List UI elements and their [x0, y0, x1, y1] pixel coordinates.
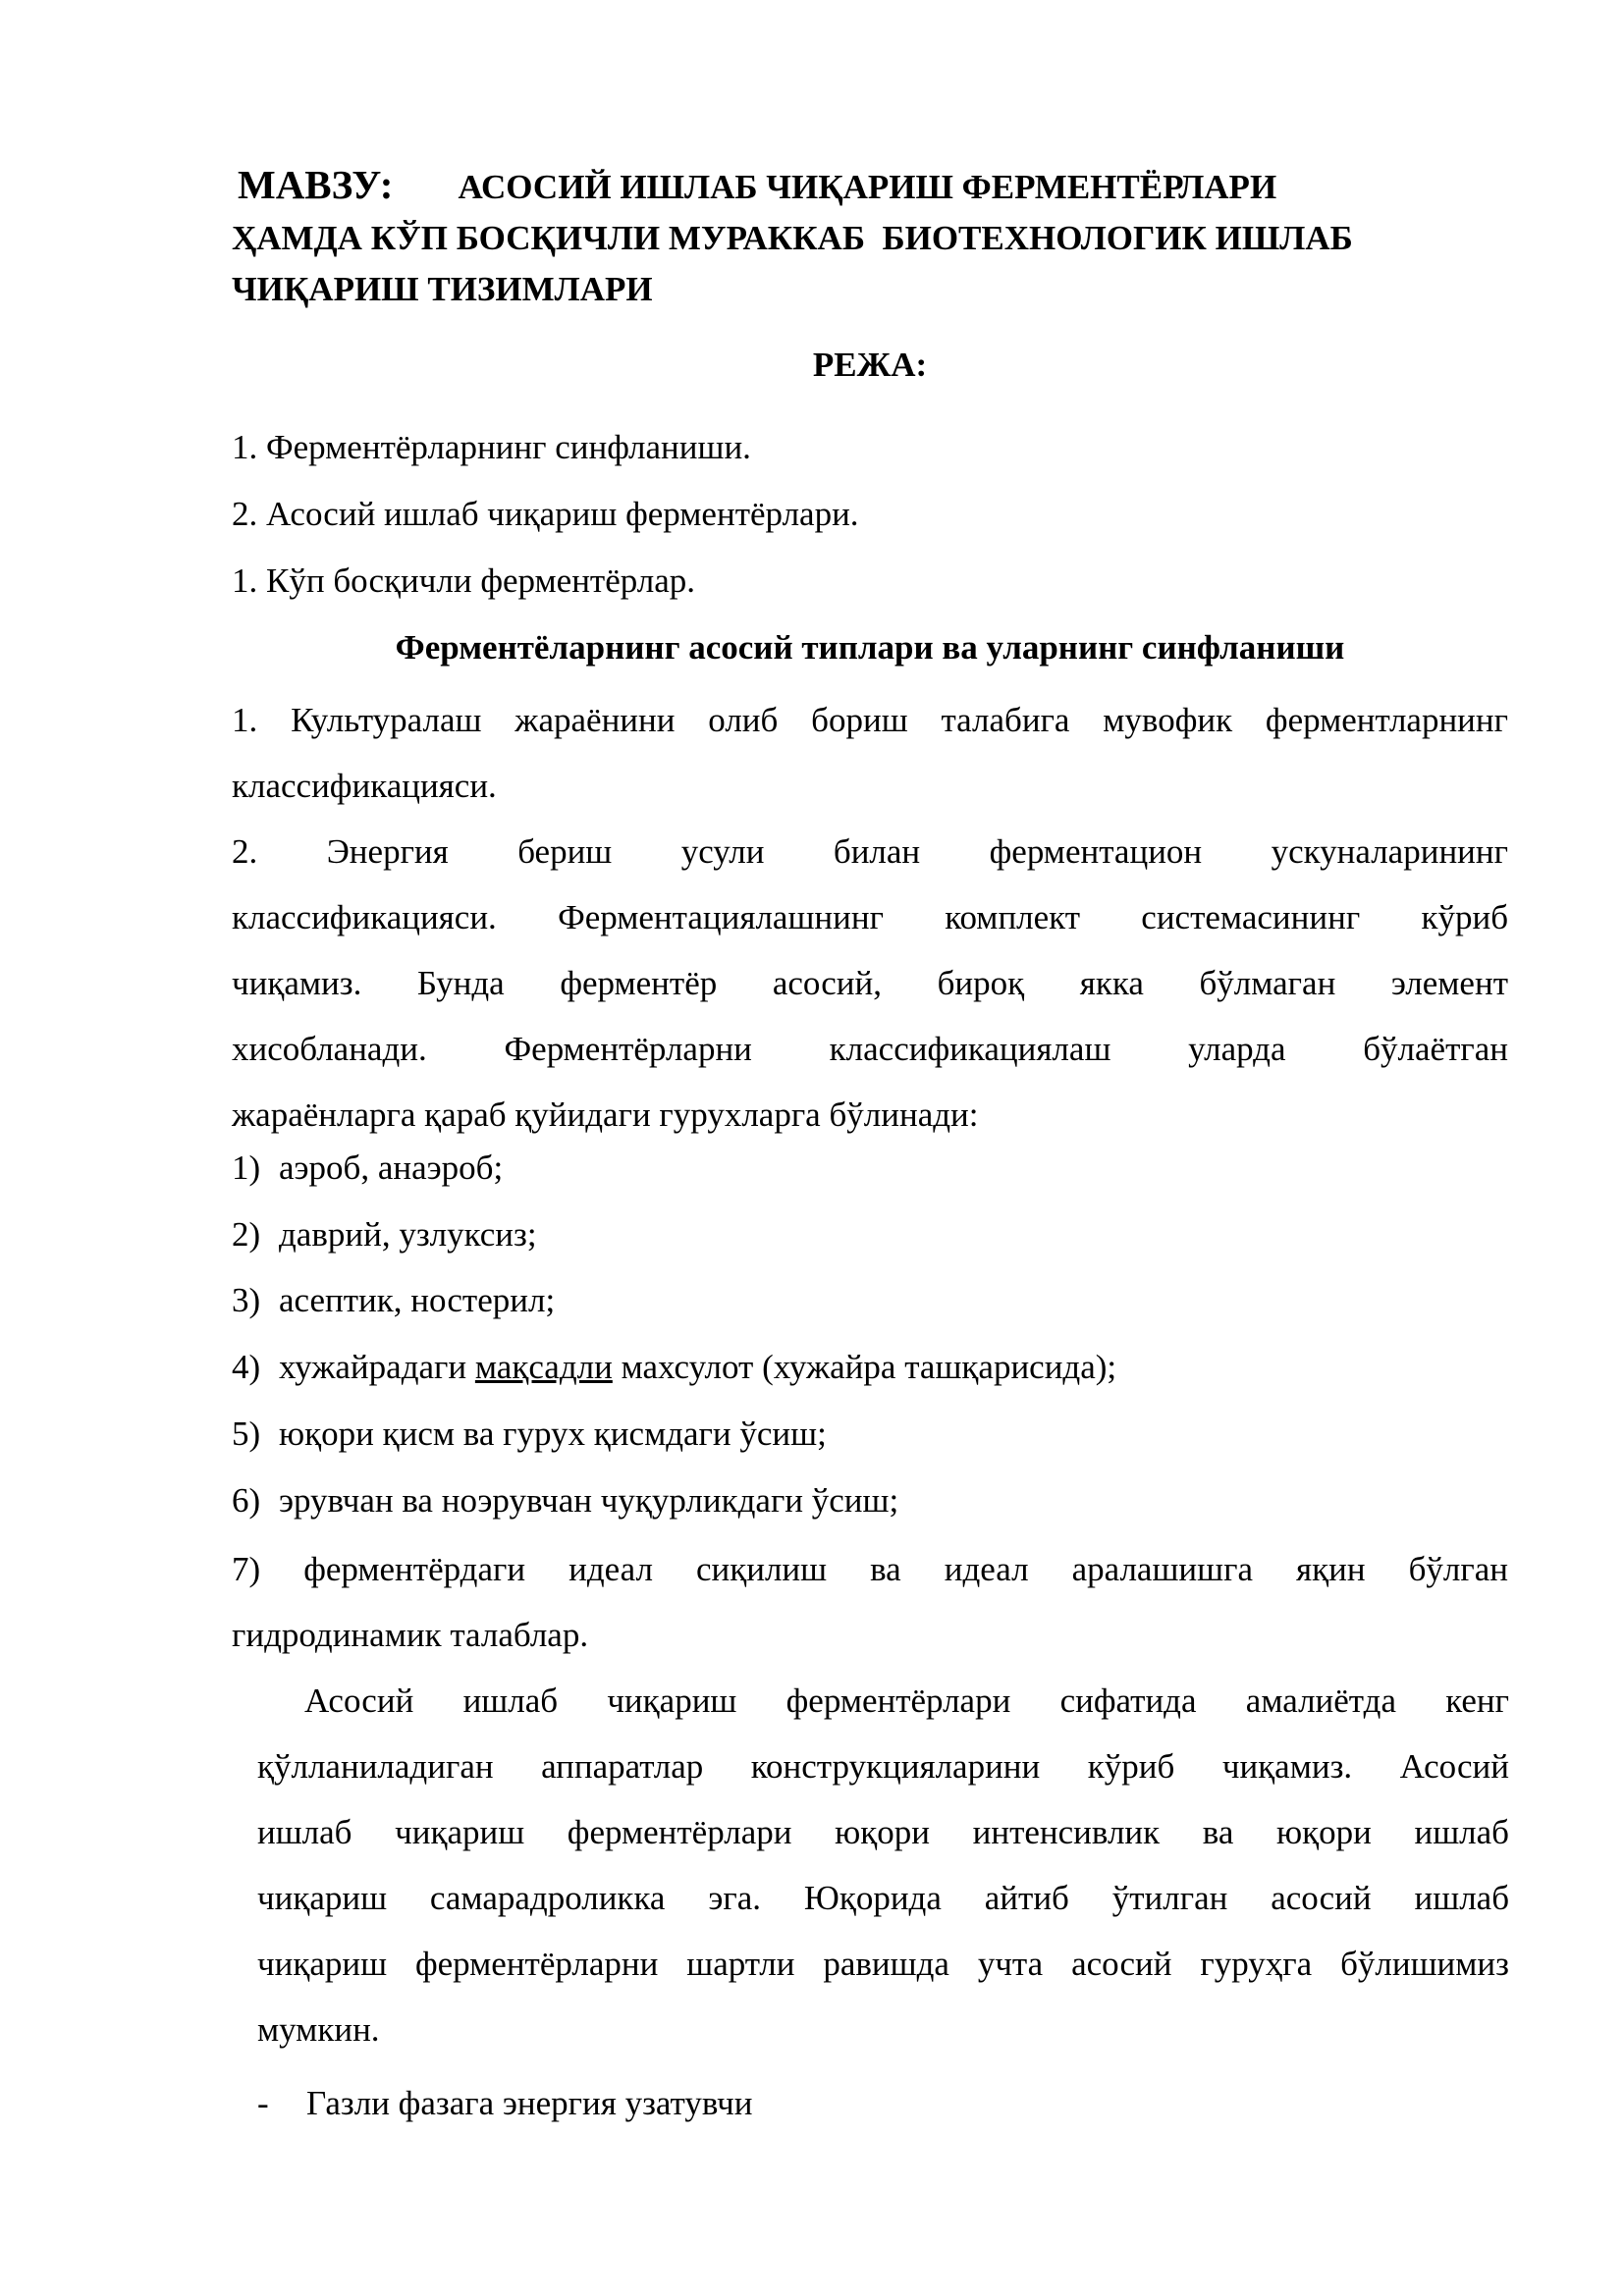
list-item	[232, 1148, 503, 1188]
plan-item-3: 1. Кўп босқичли ферментёрлар.	[232, 561, 696, 600]
list-item	[232, 1415, 827, 1454]
paragraph-2-line-3: чиқамиз. Бунда ферментёр асосий, бироқ якка бўлмаган элемент	[232, 964, 1508, 1002]
document-title	[232, 159, 1518, 315]
list-item-text: хужайрадаги	[279, 1348, 475, 1386]
list-item-line-2: гидродинамик талаблар.	[232, 1616, 589, 1654]
list-item	[232, 1536, 1508, 1668]
paragraph-2-line-2: классификацияси. Ферментациялашнинг комплект системасининг кўриб	[232, 898, 1508, 936]
paragraph-2-line-4: хисобланади. Ферментёрларни классификациялаш уларда бўлаётган	[232, 1030, 1508, 1068]
list-item-line	[232, 1536, 1508, 1602]
dash-item-text: Газли фазага энергия узатувчи	[306, 2084, 753, 2122]
list-item-number: 1)	[232, 1148, 261, 1187]
list-item-text: асептик, ностерил;	[279, 1281, 556, 1319]
paragraph-3-line-5: чиқариш ферментёрларни шартли равишда учта асосий гуруҳга бўлишимиз	[257, 1945, 1509, 1983]
paragraph-3-line-3: ишлаб чиқариш ферментёрлари юқори интенсивлик ва юқори ишлаб	[257, 1813, 1509, 1851]
title-lead: МАВЗУ:	[238, 162, 394, 207]
title-line-3: ЧИҚАРИШ ТИЗИМЛАРИ	[232, 270, 653, 308]
dash-marker: -	[257, 2084, 269, 2122]
list-item-text: ферментёрдаги идеал сиқилиш ва идеал аралашишга яқин бўлган	[303, 1550, 1508, 1588]
paragraph-3-line-4: чиқариш самарадроликка эга. Юқорида айтиб ўтилган асосий ишлаб	[257, 1879, 1509, 1917]
list-item	[232, 1215, 537, 1255]
list-item-number: 5)	[232, 1415, 261, 1453]
section-heading: Ферментёларнинг асосий типлари ва уларнинг синфланиши	[395, 628, 1345, 667]
list-item-text: махсулот (хужайра ташқарисида);	[612, 1348, 1117, 1386]
paragraph-3	[257, 1668, 1509, 2062]
list-item-text: аэроб, анаэроб;	[279, 1148, 504, 1187]
list-item-number: 7)	[232, 1550, 261, 1588]
list-item-text: даврий, узлуксиз;	[279, 1215, 537, 1254]
plan-item-1: 1. Ферментёрларнинг синфланиши.	[232, 428, 751, 466]
paragraph-2-line-1: 2. Энергия бериш усули билан ферментацион ускуналарининг	[232, 832, 1508, 871]
plan-item-2: 2. Асосий ишлаб чиқариш ферментёрлари.	[232, 495, 859, 533]
paragraph-2-line-5: жараёнларга қараб қуйидаги гурухларга бўлинади:	[232, 1095, 979, 1134]
paragraph-1	[232, 687, 1508, 819]
list-item	[232, 1348, 1116, 1387]
list-item	[232, 1481, 898, 1521]
title-line-2: ҲАМДА КЎП БОСҚИЧЛИ МУРАККАБ БИОТЕХНОЛОГИК ИШЛАБ	[232, 219, 1353, 257]
paragraph-1-line-1: 1. Культуралаш жараёнини олиб бориш талабига мувофик ферментларнинг	[232, 701, 1508, 739]
title-line-1	[232, 159, 1518, 213]
list-item-number: 3)	[232, 1281, 261, 1319]
list-item-number: 6)	[232, 1481, 261, 1520]
list-item-text: эрувчан ва ноэрувчан чуқурликдаги ўсиш;	[279, 1481, 899, 1520]
paragraph-3-line-1: Асосий ишлаб чиқариш ферментёрлари сифатида амалиётда кенг	[304, 1682, 1509, 1720]
paragraph-3-line-6: мумкин.	[257, 2010, 380, 2049]
title-line-1-rest: АСОСИЙ ИШЛАБ ЧИҚАРИШ ФЕРМЕНТЁРЛАРИ	[458, 168, 1277, 206]
paragraph-2	[232, 819, 1508, 1148]
plan-heading: РЕЖА:	[812, 346, 928, 384]
list-item-number: 2)	[232, 1215, 261, 1254]
dash-list-item	[257, 2084, 752, 2123]
paragraph-3-line-2: қўлланиладиган аппаратлар конструкцияларини кўриб чиқамиз. Асосий	[257, 1747, 1509, 1786]
list-item-number: 4)	[232, 1348, 261, 1386]
paragraph-1-line-2: классификацияси.	[232, 767, 497, 805]
list-item-text: юқори қисм ва гурух қисмдаги ўсиш;	[279, 1415, 827, 1453]
underlined-word: мақсадли	[474, 1348, 613, 1386]
list-item	[232, 1281, 555, 1320]
